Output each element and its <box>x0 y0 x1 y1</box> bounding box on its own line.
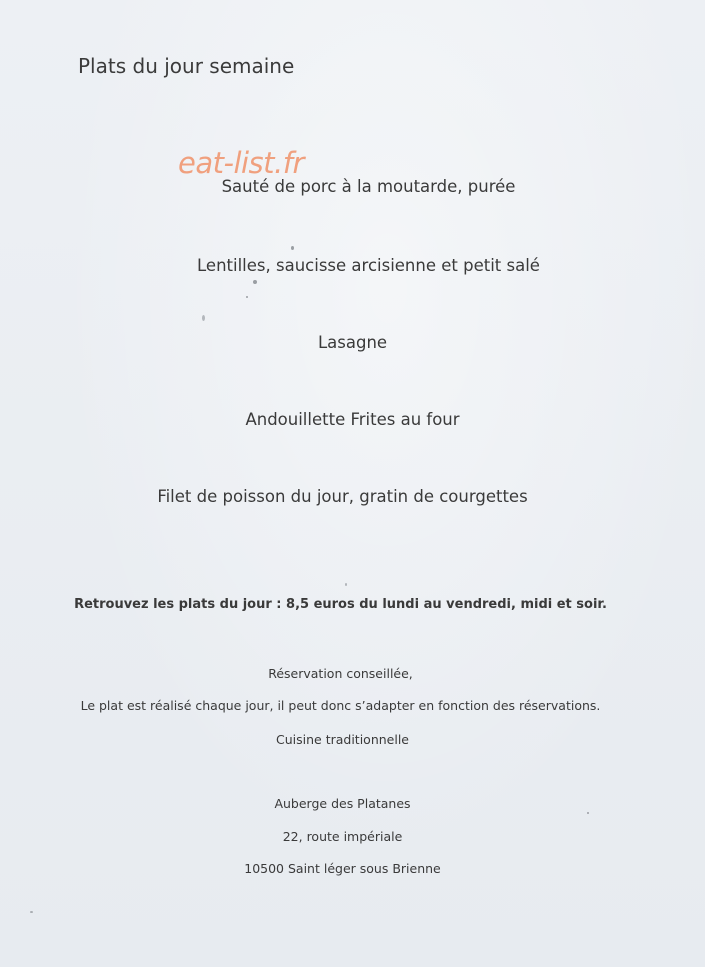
dish-item: Filet de poisson du jour, gratin de courgettes <box>157 487 528 506</box>
street-address: 22, route impériale <box>282 829 403 844</box>
watermark-logo: eat-list.fr <box>178 146 304 180</box>
page-title: Plats du jour semaine <box>78 54 295 78</box>
dish-item: Lasagne <box>317 333 388 352</box>
restaurant-name: Auberge des Platanes <box>274 796 411 811</box>
daily-dish-note: Le plat est réalisé chaque jour, il peut donc s’adapter en fonction des réservations. <box>80 698 601 713</box>
postal-city: 10500 Saint léger sous Brienne <box>244 861 441 876</box>
reservation-note: Réservation conseillée, <box>268 666 413 681</box>
paper-speck <box>30 911 33 913</box>
paper-speck <box>345 583 347 586</box>
paper-speck <box>587 812 589 814</box>
dish-item: Sauté de porc à la moutarde, purée <box>221 177 516 196</box>
dish-item: Andouillette Frites au four <box>245 410 460 429</box>
paper-speck <box>202 315 205 321</box>
dish-item: Lentilles, saucisse arcisienne et petit salé <box>197 256 540 275</box>
paper-speck <box>291 246 294 250</box>
paper-speck <box>246 296 248 298</box>
price-statement: Retrouvez les plats du jour : 8,5 euros du lundi au vendredi, midi et soir. <box>74 597 607 612</box>
paper-speck <box>253 280 257 284</box>
cuisine-note: Cuisine traditionnelle <box>276 732 409 747</box>
